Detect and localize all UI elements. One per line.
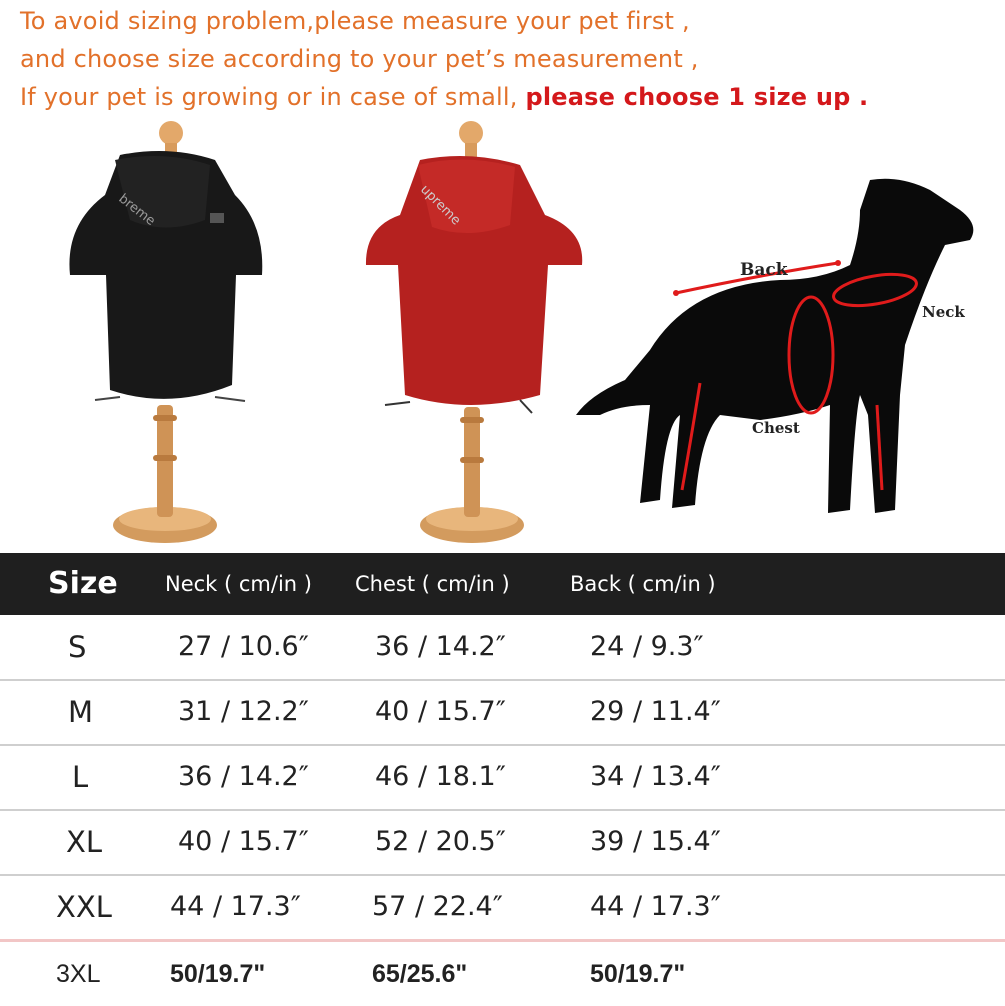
table-row: [0, 810, 1005, 876]
notice-line-3-text: If your pet is growing or in case of small,: [20, 83, 526, 111]
size-cell: XXL: [56, 890, 112, 924]
product-illustration: [0, 115, 1005, 550]
black-hoodie-logo: breme: [115, 191, 158, 230]
red-hoodie-mannequin: [366, 121, 582, 543]
table-row: [0, 875, 1005, 942]
size-cell: M: [68, 695, 94, 729]
back-cell: 39 / 15.4″: [590, 826, 721, 857]
size-cell: L: [72, 760, 89, 794]
label-back: Back: [740, 260, 788, 280]
chest-cell: 40 / 15.7″: [375, 696, 506, 727]
neck-cell: 31 / 12.2″: [178, 696, 309, 727]
back-cell: 50/19.7": [590, 960, 686, 988]
label-neck: Neck: [922, 303, 965, 321]
size-up-advice: please choose 1 size up .: [525, 83, 869, 111]
black-hoodie-mannequin: [69, 121, 262, 543]
size-chart-table: [0, 553, 1005, 1000]
size-cell: XL: [66, 825, 103, 859]
dog-measurement-diagram: [576, 179, 973, 513]
notice-line-2: and choose size according to your pet’s measurement ,: [20, 45, 699, 73]
neck-cell: 27 / 10.6″: [178, 631, 309, 662]
header-neck: Neck ( cm/in ): [165, 572, 312, 596]
red-hoodie-logo: upreme: [417, 182, 464, 229]
header-size: Size: [48, 566, 118, 601]
dog-silhouette: [576, 179, 973, 513]
neck-cell: 44 / 17.3″: [170, 891, 301, 922]
table-row: [0, 680, 1005, 746]
table-row: [0, 745, 1005, 811]
label-chest: Chest: [752, 419, 800, 437]
table-row: [0, 942, 1005, 1006]
notice-line-3: [20, 78, 995, 116]
sizing-notice: [20, 2, 995, 116]
chest-cell: 57 / 22.4″: [372, 891, 503, 922]
back-cell: 34 / 13.4″: [590, 761, 721, 792]
size-cell: 3XL: [56, 960, 101, 988]
chest-cell: 36 / 14.2″: [375, 631, 506, 662]
neck-cell: 36 / 14.2″: [178, 761, 309, 792]
notice-line-1: To avoid sizing problem,please measure your pet first ,: [20, 7, 690, 35]
table-header: [0, 553, 1005, 615]
table-row: [0, 615, 1005, 681]
chest-cell: 46 / 18.1″: [375, 761, 506, 792]
back-cell: 44 / 17.3″: [590, 891, 721, 922]
back-cell: 29 / 11.4″: [590, 696, 721, 727]
size-cell: S: [68, 630, 87, 664]
back-cell: 24 / 9.3″: [590, 631, 704, 662]
header-back: Back ( cm/in ): [570, 572, 716, 596]
chest-cell: 52 / 20.5″: [375, 826, 506, 857]
header-chest: Chest ( cm/in ): [355, 572, 510, 596]
neck-cell: 50/19.7": [170, 960, 266, 988]
chest-cell: 65/25.6": [372, 960, 468, 988]
neck-cell: 40 / 15.7″: [178, 826, 309, 857]
